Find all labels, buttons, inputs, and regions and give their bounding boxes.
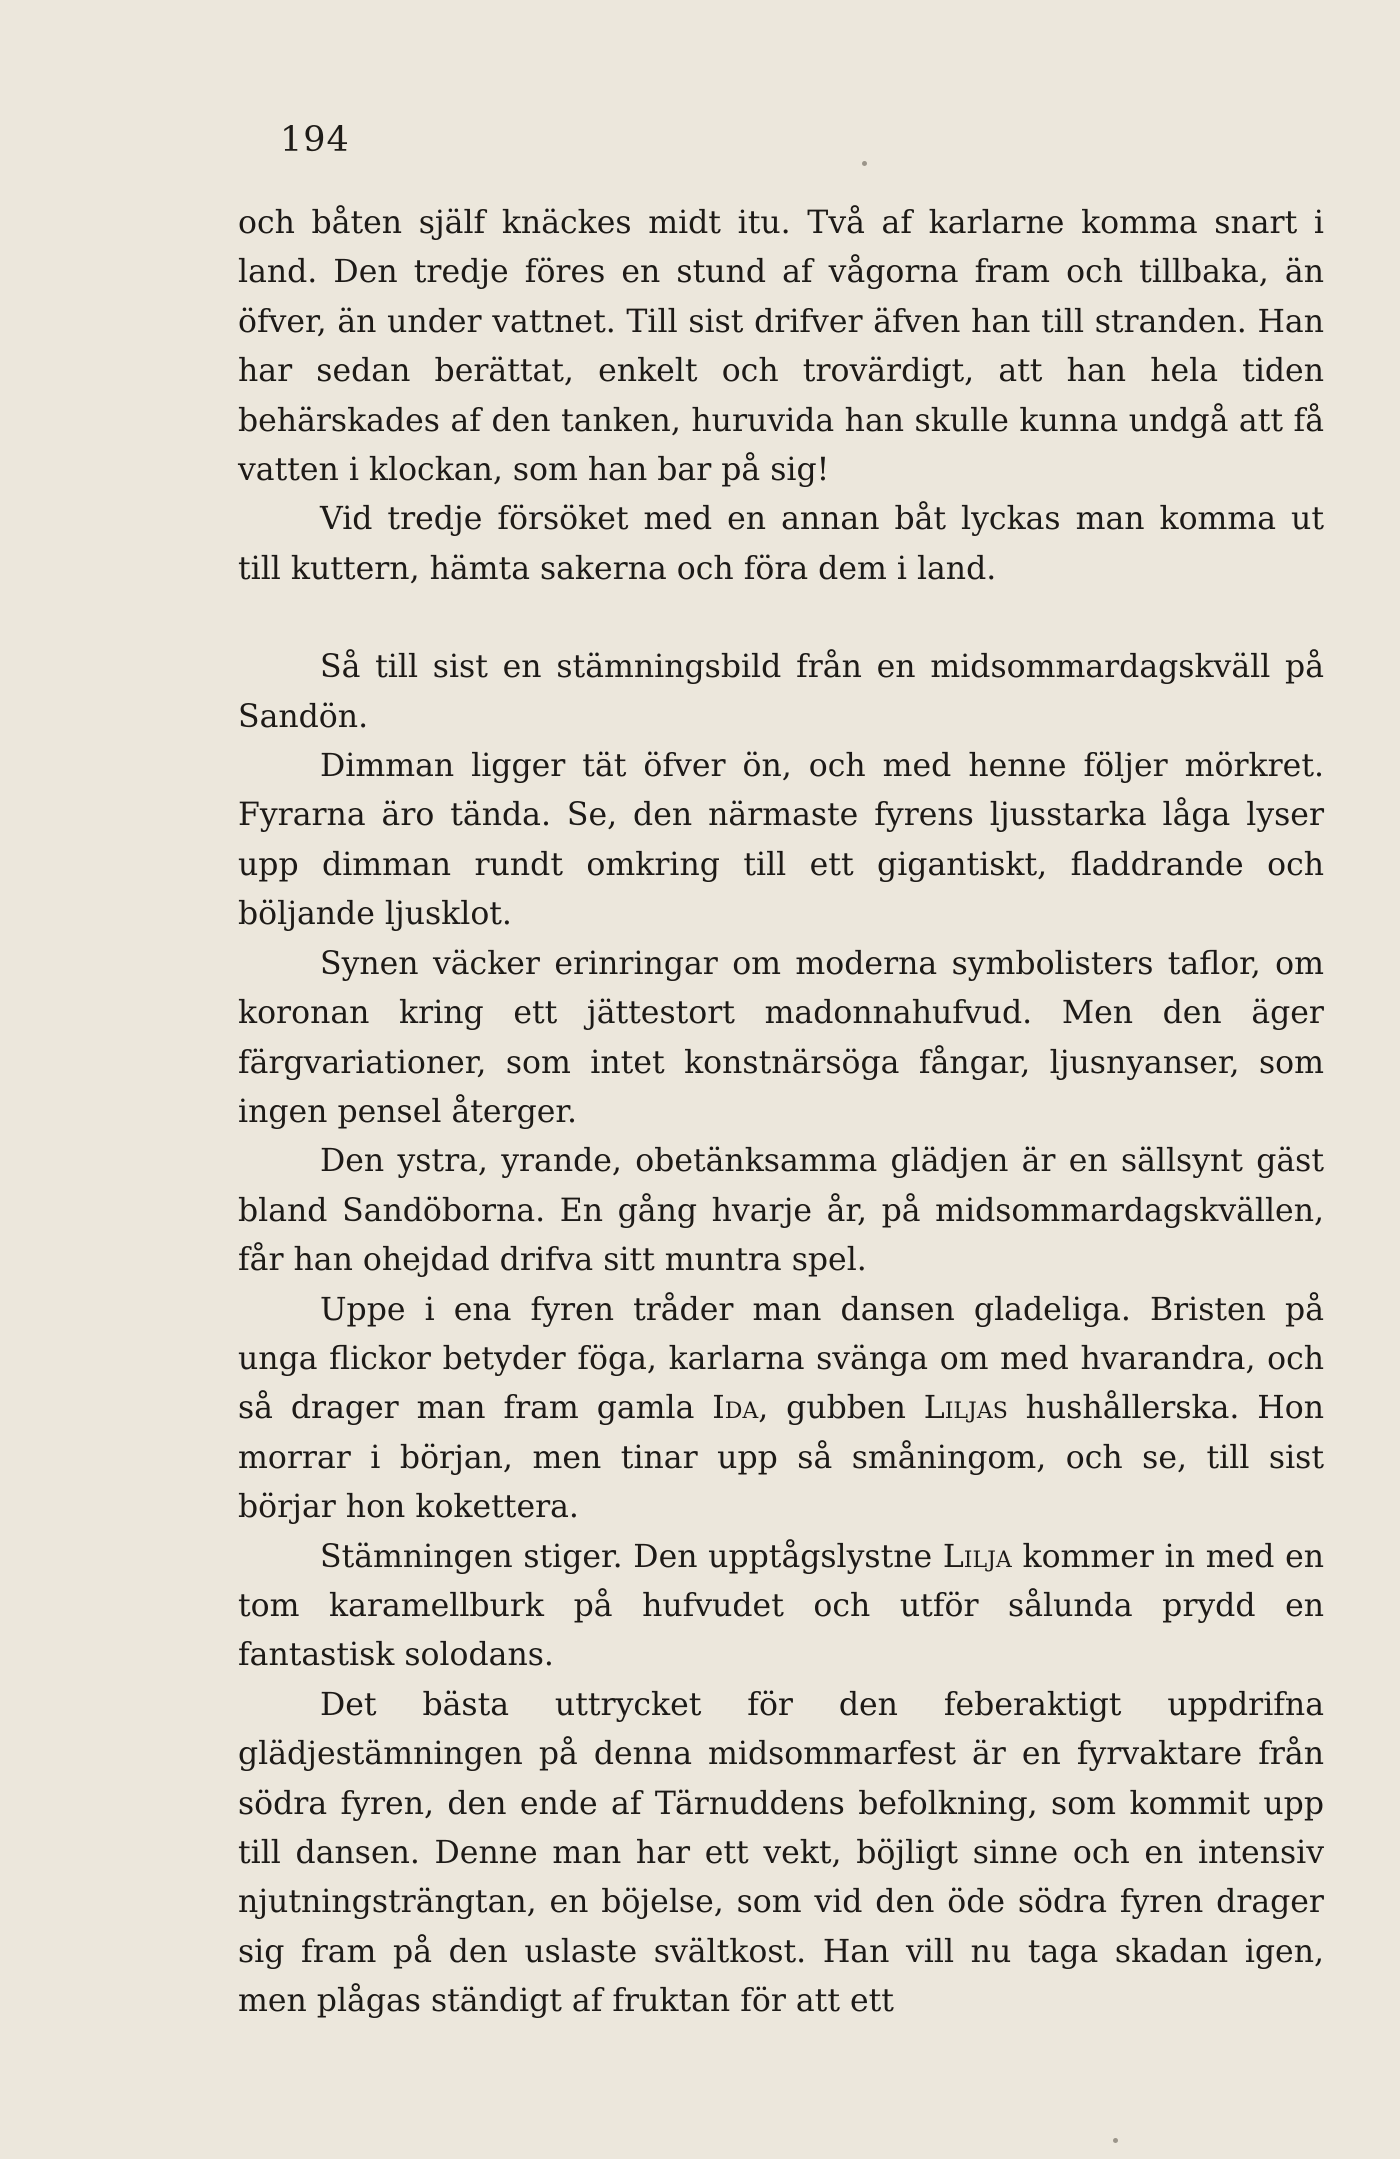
- paragraph: [238, 742, 1324, 940]
- paragraph-text: Vid tredje försöket med en annan båt lyckas man komma ut till kuttern, hämta sakerna och föra dem i land.: [238, 501, 1324, 587]
- paper-speck: [1113, 2138, 1118, 2143]
- paragraph-text: Det bästa uttrycket för den feberaktigt uppdrifna glädjestämningen på denna midsommarfest är en fyrvaktare från södra fyren, den ende af Tärnuddens befolkning, som kommit upp till dansen. Denne man har ett vekt, böjligt sinne och en intensiv njutningsträngtan, en böjelse, som vid den öde södra fyren drager sig fram på den uslaste svältkost. Han vill nu taga skadan igen, men plågas ständigt af fruktan för att ett: [238, 1686, 1324, 2020]
- paragraph-text: hushållerska. Hon morrar i början, men tinar upp så småningom, och se, till sist börjar hon kokettera.: [238, 1390, 1324, 1526]
- paragraph: [238, 1681, 1324, 2027]
- paragraph-text: och båten själf knäckes midt itu. Två af karlarne komma snart i land. Den tredje föres en stund af vågorna fram och tillbaka, än öfver, än under vattnet. Till sist drifver äfven han till stranden. Han har sedan berättat, enkelt och trovärdigt, att han hela tiden behärskades af den tanken, huruvida han skulle kunna undgå att få vatten i klockan, som han bar på sig!: [238, 205, 1324, 489]
- paragraph-text: Den ystra, yrande, obetänksamma glädjen är en sällsynt gäst bland Sandöborna. En gång hvarje år, på midsommardagskvällen, får han ohejdad drifva sitt muntra spel.: [238, 1143, 1324, 1279]
- paragraph-text: Synen väcker erinringar om moderna symbolisters taflor, om koronan kring ett jättestort madonnahufvud. Men den äger färgvariationer, som intet konstnärsöga fångar, ljusnyanser, som ingen pensel återger.: [238, 945, 1324, 1130]
- paragraph: [238, 1533, 1324, 1681]
- paragraph: [238, 199, 1324, 495]
- paragraph: [238, 495, 1324, 594]
- paragraph-text: Stämningen stiger. Den upptågslystne: [320, 1538, 943, 1575]
- name-small-caps: Ida: [712, 1390, 759, 1427]
- paragraph-text: Så till sist en stämningsbild från en midsommardagskväll på Sandön.: [238, 649, 1324, 735]
- paragraph: [238, 940, 1324, 1138]
- paragraph-text: kommer in med en tom karamellburk på hufvudet och utför sålunda prydd en fantastisk solodans.: [238, 1538, 1325, 1674]
- paragraph: [238, 1137, 1324, 1285]
- paragraph: [238, 1286, 1324, 1533]
- paragraph-text: Uppe i ena fyren tråder man dansen gladeliga. Bristen på unga flickor betyder föga, karlarna svänga om med hvarandra, och så drager man fram gamla: [238, 1291, 1324, 1427]
- paper-speck: [862, 161, 867, 166]
- name-small-caps: Lilja: [942, 1538, 1012, 1575]
- paragraph-text: Dimman ligger tät öfver ön, och med henne följer mörkret. Fyrarna äro tända. Se, den närmaste fyrens ljusstarka låga lyser upp dimman rundt omkring till ett gigantiskt, fladdrande och böljande ljusklot.: [238, 748, 1324, 933]
- body-text: [238, 199, 1324, 2027]
- name-small-caps: Liljas: [923, 1390, 1008, 1427]
- paragraph: [238, 643, 1324, 742]
- page-number: 194: [280, 120, 350, 160]
- paragraph-text: , gubben: [758, 1390, 924, 1427]
